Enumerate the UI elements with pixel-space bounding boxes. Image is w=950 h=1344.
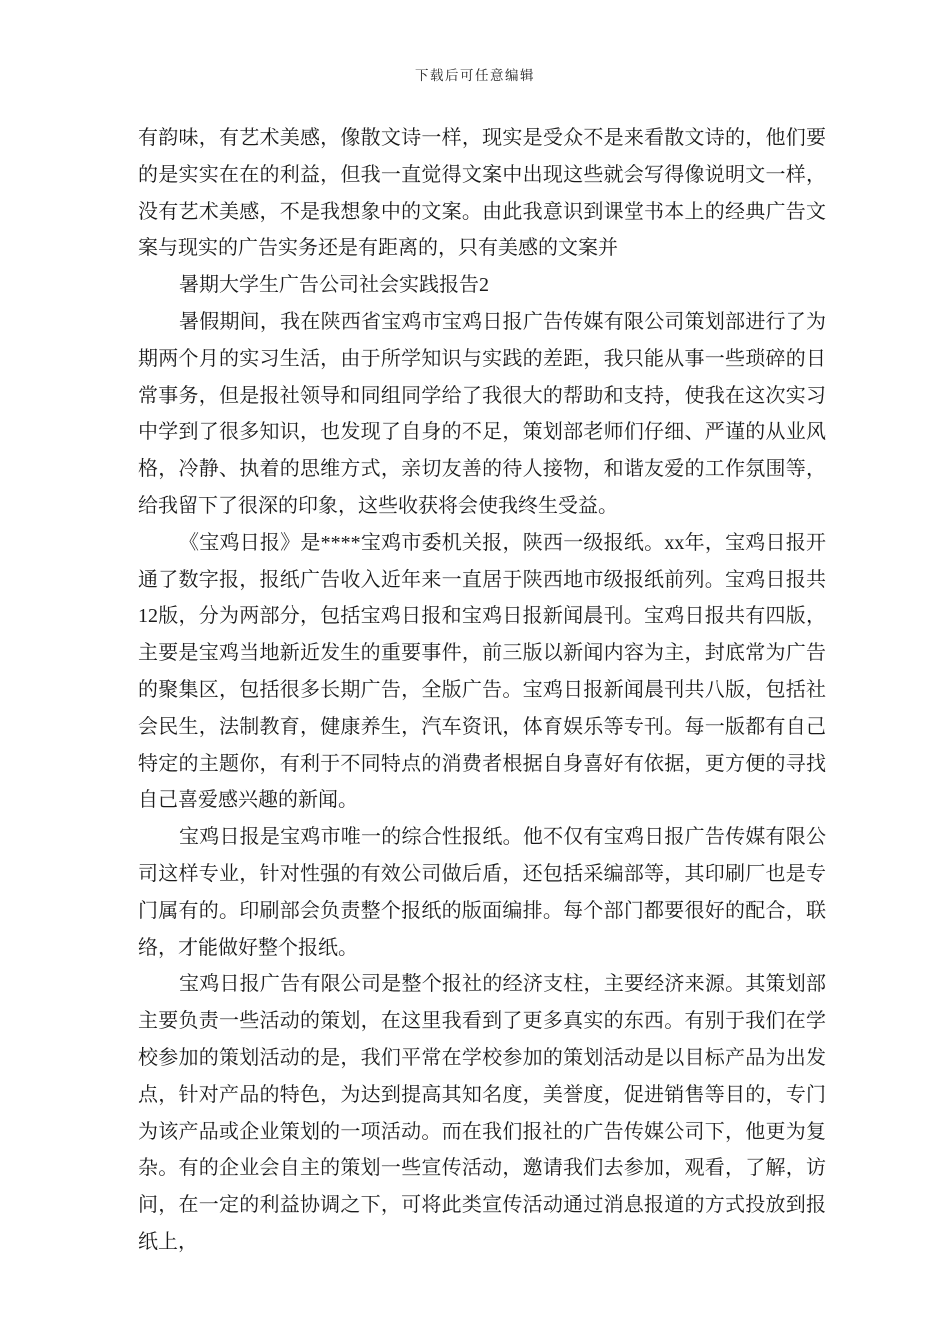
paragraph-ad-company-planning: 宝鸡日报广告有限公司是整个报社的经济支柱，主要经济来源。其策划部主要负责一些活动的策划，在这里我看到了更多真实的东西。有别于我们在学校参加的策划活动的是，我们平常在学校参加的策划活动是以目标产品为出发点，针对产品的特色，为达到提高其知名度，美誉度，促进销售等目的，专门为该产品或企业策划的一项活动。而在我们报社的广告传媒公司下，他更为复杂。有的企业会自主的策划一些宣传活动，邀请我们去参加，观看，了解，访问，在一定的利益协调之下，可将此类宣传活动通过消息报道的方式投放到报纸上， — [138, 973, 826, 1253]
paragraph-continuation: 有韵味，有艺术美感，像散文诗一样，现实是受众不是来看散文诗的，他们要的是实实在在的利益，但我一直觉得文案中出现这些就会写得像说明文一样，没有艺术美感，不是我想象中的文案。由此我意识到课堂书本上的经典广告文案与现实的广告实务还是有距离的，只有美感的文案并 — [138, 127, 826, 260]
header-note: 下载后可任意编辑 — [415, 68, 535, 83]
paragraph-newspaper-departments: 宝鸡日报是宝鸡市唯一的综合性报纸。他不仅有宝鸡日报广告传媒有限公司这样专业，针对性强的有效公司做后盾，还包括采编部等，其印刷厂也是专门属有的。印刷部会负责整个报纸的版面编排。每个部门都要很好的配合，联络，才能做好整个报纸。 — [138, 826, 826, 959]
document-body — [138, 120, 826, 1261]
paragraph-baoji-daily-overview: 《宝鸡日报》是****宝鸡市委机关报，陕西一级报纸。xx年，宝鸡日报开通了数字报，报纸广告收入近年来一直居于陕西地市级报纸前列。宝鸡日报共12版，分为两部分，包括宝鸡日报和宝鸡日报新闻晨刊。宝鸡日报共有四版，主要是宝鸡当地新近发生的重要事件，前三版以新闻内容为主，封底常为广告的聚集区，包括很多长期广告，全版广告。宝鸡日报新闻晨刊共八版，包括社会民生，法制教育，健康养生，汽车资讯，体育娱乐等专刊。每一版都有自己特定的主题你，有利于不同特点的消费者根据自身喜好有依据，更方便的寻找自己喜爱感兴趣的新闻。 — [138, 531, 826, 812]
section-title-report-2: 暑期大学生广告公司社会实践报告2 — [179, 274, 489, 297]
paragraph-internship-intro: 暑假期间，我在陕西省宝鸡市宝鸡日报广告传媒有限公司策划部进行了为期两个月的实习生活，由于所学知识与实践的差距，我只能从事一些琐碎的日常事务，但是报社领导和同组同学给了我很大的帮助和支持，使我在这次实习中学到了很多知识，也发现了自身的不足，策划部老师们仔细、严谨的从业风格，冷静、执着的思维方式，亲切友善的待人接物，和谐友爱的工作氛围等，给我留下了很深的印象，这些收获将会使我终生受益。 — [138, 310, 826, 517]
